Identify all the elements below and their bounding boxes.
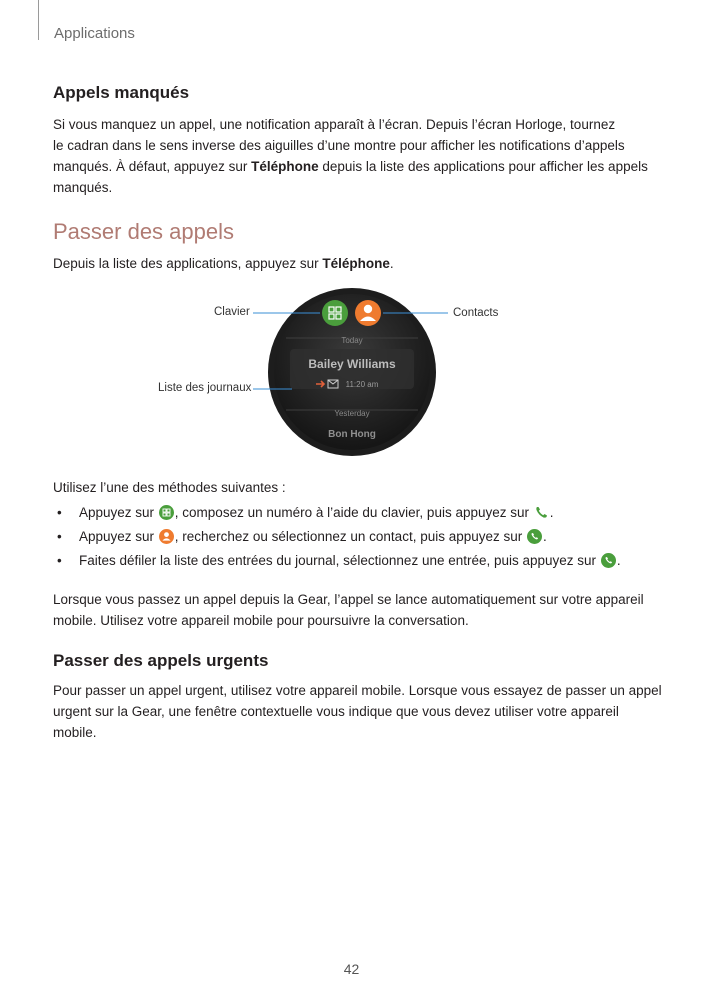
contacts-icon	[159, 529, 174, 544]
watch-call-time: 11:20 am	[345, 380, 379, 389]
phone-icon	[534, 505, 549, 520]
app-name-phone: Téléphone	[322, 256, 390, 271]
gear-note-paragraph	[53, 589, 653, 631]
call-button-icon	[601, 553, 616, 568]
text-run: Depuis la liste des applications, appuyez sur	[53, 256, 323, 271]
text-line	[53, 253, 653, 274]
text-run: manqués. À défaut, appuyez sur	[53, 159, 252, 174]
text-run: .	[549, 505, 554, 520]
text-line: Si vous manquez un appel, une notification apparaît à l’écran. Depuis l’écran Horloge, tournez	[53, 117, 616, 132]
text-run: Appuyez sur	[79, 529, 158, 544]
missed-calls-heading: Appels manqués	[53, 83, 190, 102]
missed-calls-paragraph	[53, 114, 653, 198]
text-line: mobile. Utilisez votre appareil mobile pour poursuivre la conversation.	[53, 613, 469, 628]
bullet-text	[79, 502, 554, 523]
methods-intro: Utilisez l’une des méthodes suivantes :	[53, 480, 286, 495]
header-rule	[38, 0, 39, 40]
watch-contact-name-2[interactable]: Bon Hong	[328, 429, 376, 440]
text-line: manqués.	[53, 180, 113, 195]
watch-illustration	[0, 285, 703, 460]
watch-group-today: Today	[341, 336, 363, 345]
keypad-icon[interactable]	[322, 300, 348, 326]
text-line: mobile.	[53, 725, 97, 740]
watch-contact-name[interactable]: Bailey Williams	[308, 357, 396, 371]
text-line: Lorsque vous passez un appel depuis la Gear, l’appel se lance automatiquement sur votre appareil	[53, 592, 644, 607]
text-line: urgent sur la Gear, une fenêtre contextuelle vous indique que vous devez utiliser votre appareil	[53, 704, 619, 719]
text-run: .	[389, 256, 394, 271]
text-line: le cadran dans le sens inverse des aiguilles d’une montre pour afficher les notifications d’appels	[53, 138, 625, 153]
callout-keypad: Clavier	[214, 306, 250, 318]
text-line: Pour passer un appel urgent, utilisez votre appareil mobile. Lorsque vous essayez de passer un appel	[53, 683, 662, 698]
bullet-marker: •	[57, 529, 62, 544]
text-run: depuis la liste des applications pour afficher les appels	[318, 159, 648, 174]
text-run: .	[543, 529, 547, 544]
bullet-marker: •	[57, 505, 62, 520]
making-calls-intro	[53, 253, 653, 274]
urgent-calls-paragraph	[53, 680, 662, 743]
page-number: 42	[343, 961, 360, 977]
bullet-text	[79, 526, 547, 547]
text-line	[53, 156, 653, 177]
keypad-icon	[159, 505, 174, 520]
text-run: , recherchez ou sélectionnez un contact, puis appuyez sur	[174, 529, 527, 544]
app-name-phone: Téléphone	[251, 159, 319, 174]
text-run: Appuyez sur	[79, 505, 158, 520]
keypad-button[interactable]	[322, 300, 348, 326]
watch-figure	[0, 285, 703, 460]
urgent-calls-heading: Passer des appels urgents	[53, 651, 269, 670]
call-button-icon	[527, 529, 542, 544]
bullet-marker: •	[57, 553, 62, 568]
text-run: .	[616, 553, 621, 568]
watch-group-yesterday: Yesterday	[334, 409, 370, 418]
contacts-button[interactable]	[355, 300, 381, 326]
text-run: Faites défiler la liste des entrées du journal, sélectionnez une entrée, puis appuyez sur	[79, 553, 600, 568]
callout-logs: Liste des journaux	[158, 382, 252, 394]
text-run: , composez un numéro à l’aide du clavier, puis appuyez sur	[174, 505, 533, 520]
callout-contacts: Contacts	[453, 307, 499, 319]
bullet-text	[79, 550, 621, 571]
running-head: Applications	[54, 25, 135, 42]
making-calls-heading: Passer des appels	[53, 219, 234, 244]
